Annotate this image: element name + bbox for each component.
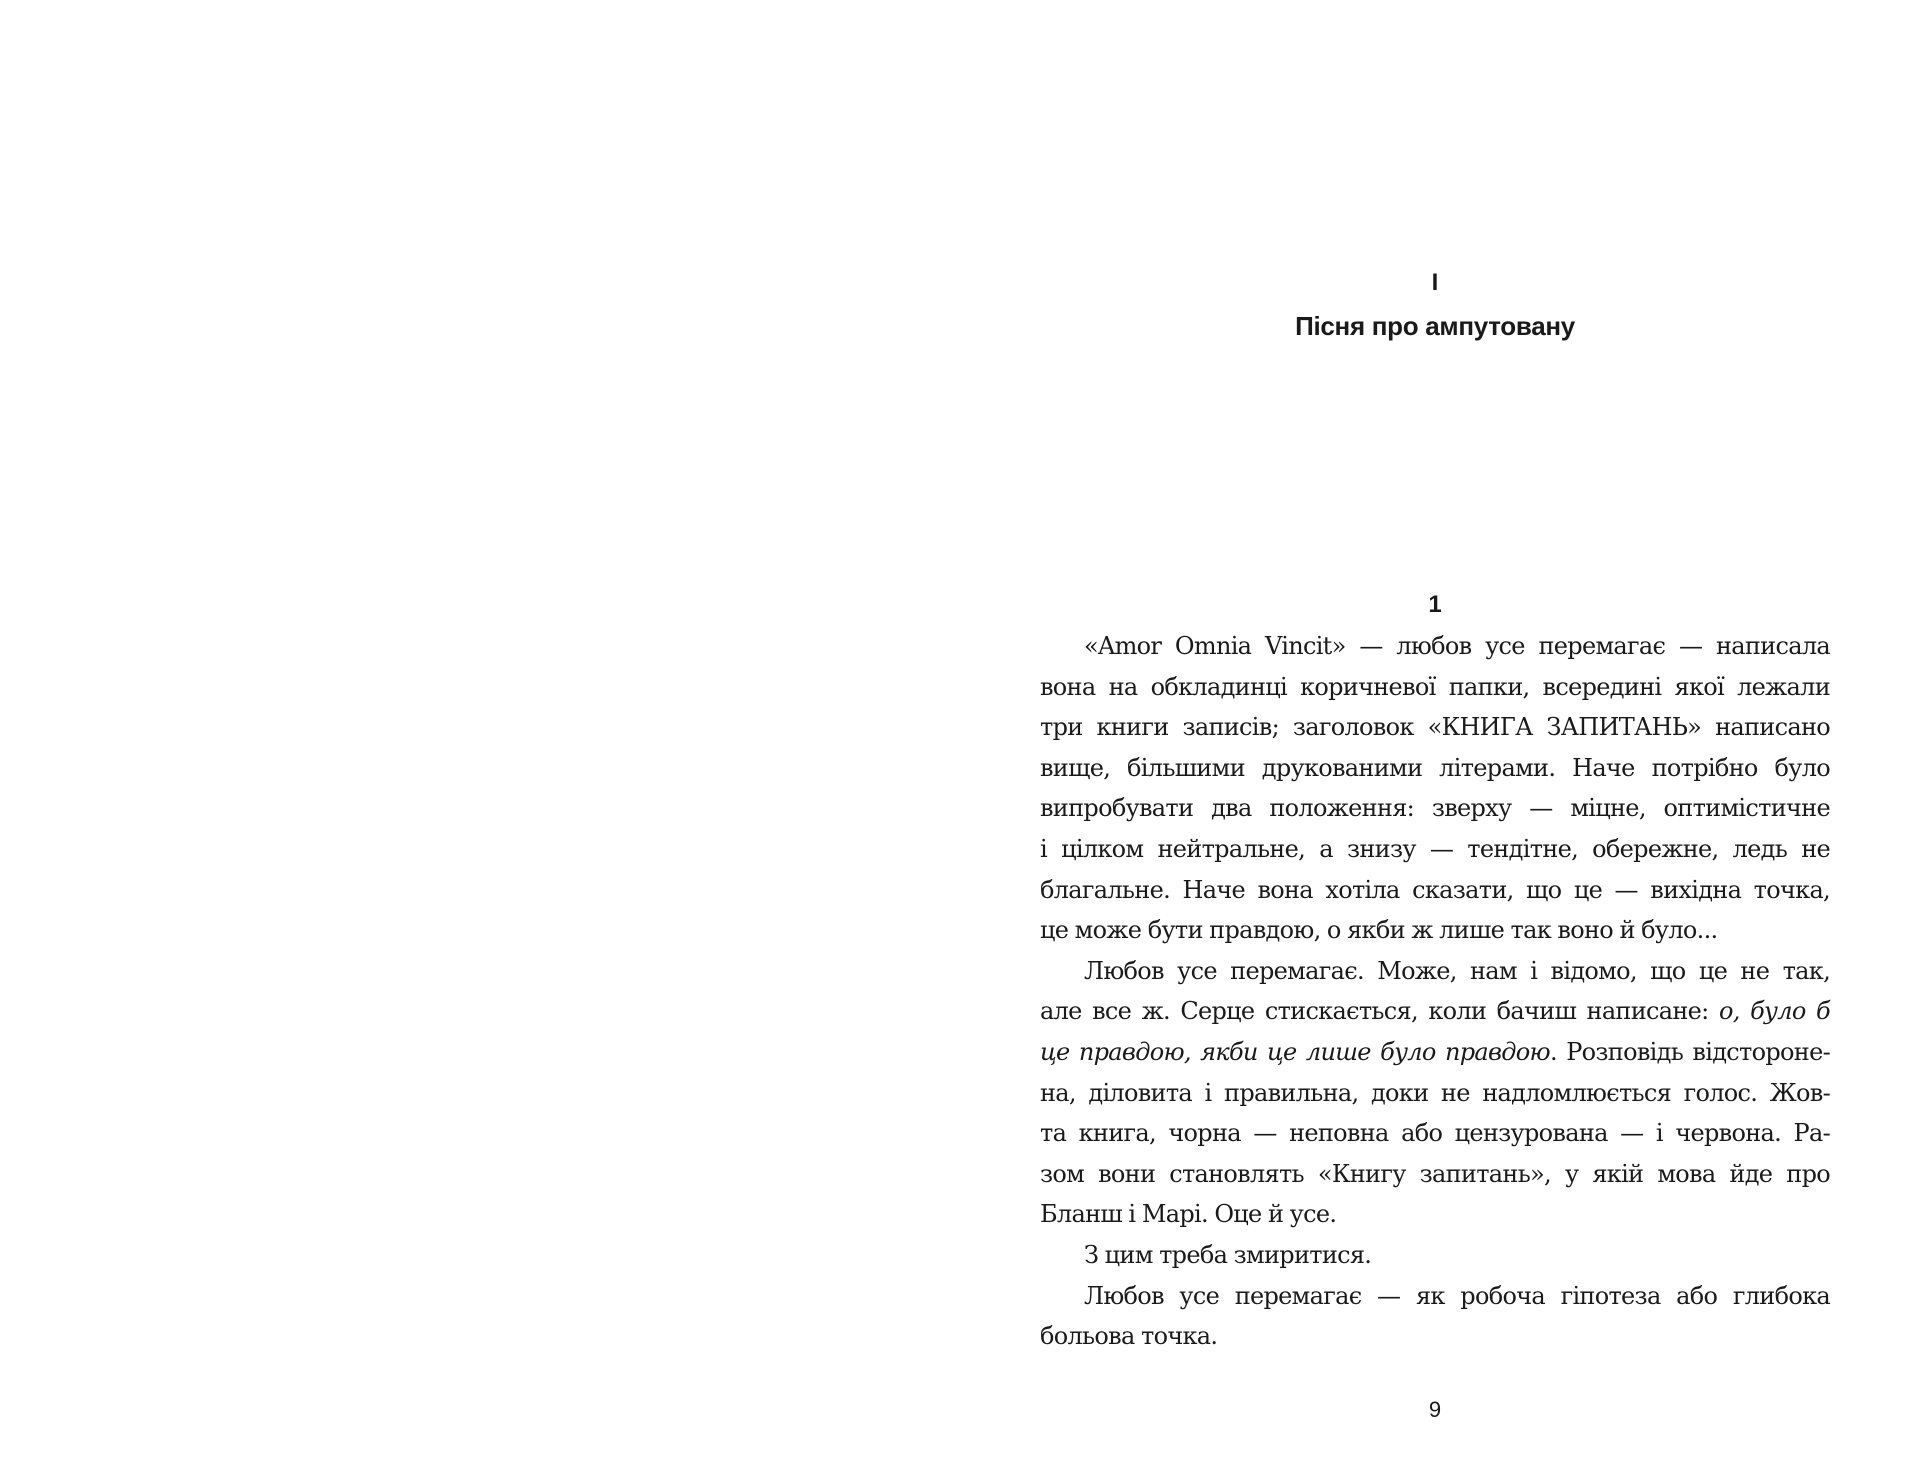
text-line: вона на обкладинці коричневої папки, всередині якої лежали	[1040, 672, 1830, 701]
text-line: три книги записів; заголовок «КНИГА ЗАПИТАНЬ» написано	[1040, 713, 1830, 742]
text-line: «Amor Omnia Vincit» — любов усе перемагає — написала	[1084, 632, 1830, 660]
part-title: Пісня про ампутовану	[1295, 311, 1575, 341]
text-line: та книга, чорна — неповна або цензурована — і червона. Ра-	[1040, 1119, 1830, 1148]
text-line	[1040, 1032, 1830, 1073]
page-number: 9	[1428, 1397, 1442, 1422]
text-line: благальне. Наче вона хотіла сказати, що це — вихідна точка,	[1040, 875, 1830, 904]
text-line: Любов усе перемагає — як робоча гіпотеза або глибока	[1084, 1281, 1830, 1310]
part-number: I	[1431, 269, 1439, 296]
text-line: випробувати два положення: зверху — міцне, оптимістичне	[1040, 794, 1830, 823]
italic-run: о, було б	[1708, 997, 1830, 1026]
body-text	[1040, 626, 1830, 1357]
text-line: і цілком нейтральне, а знизу — тендітне, обережне, ледь не	[1040, 834, 1830, 863]
chapter-number: 1	[1428, 591, 1442, 618]
text-run: . Розповідь відсторонe-	[1549, 1037, 1830, 1066]
text-line: вище, більшими друкованими літерами. Наче потрібно було	[1040, 753, 1830, 782]
text-line	[1040, 991, 1830, 1032]
text-line: це може бути правдою, о якби ж лише так воно й було...	[1040, 916, 1718, 945]
italic-run: це правдою, якби це лише було правдою	[1040, 1037, 1550, 1066]
text-run: але все ж. Серце стискається, коли бачиш написане:	[1040, 997, 1709, 1026]
right-page	[1040, 0, 1830, 1467]
text-line: З цим треба змиритися.	[1084, 1240, 1372, 1269]
text-line: больова точка.	[1040, 1322, 1218, 1351]
text-line: на, діловита і правильна, доки не надломлюється голос. Жов-	[1040, 1078, 1830, 1107]
text-line: зом вони становлять «Книгу запитань», у якій мова йде про	[1040, 1159, 1830, 1188]
text-line: Любов усе перемагає. Може, нам і відомо, що це не так,	[1084, 956, 1830, 985]
text-line: Бланш і Марі. Оце й усе.	[1040, 1200, 1337, 1229]
